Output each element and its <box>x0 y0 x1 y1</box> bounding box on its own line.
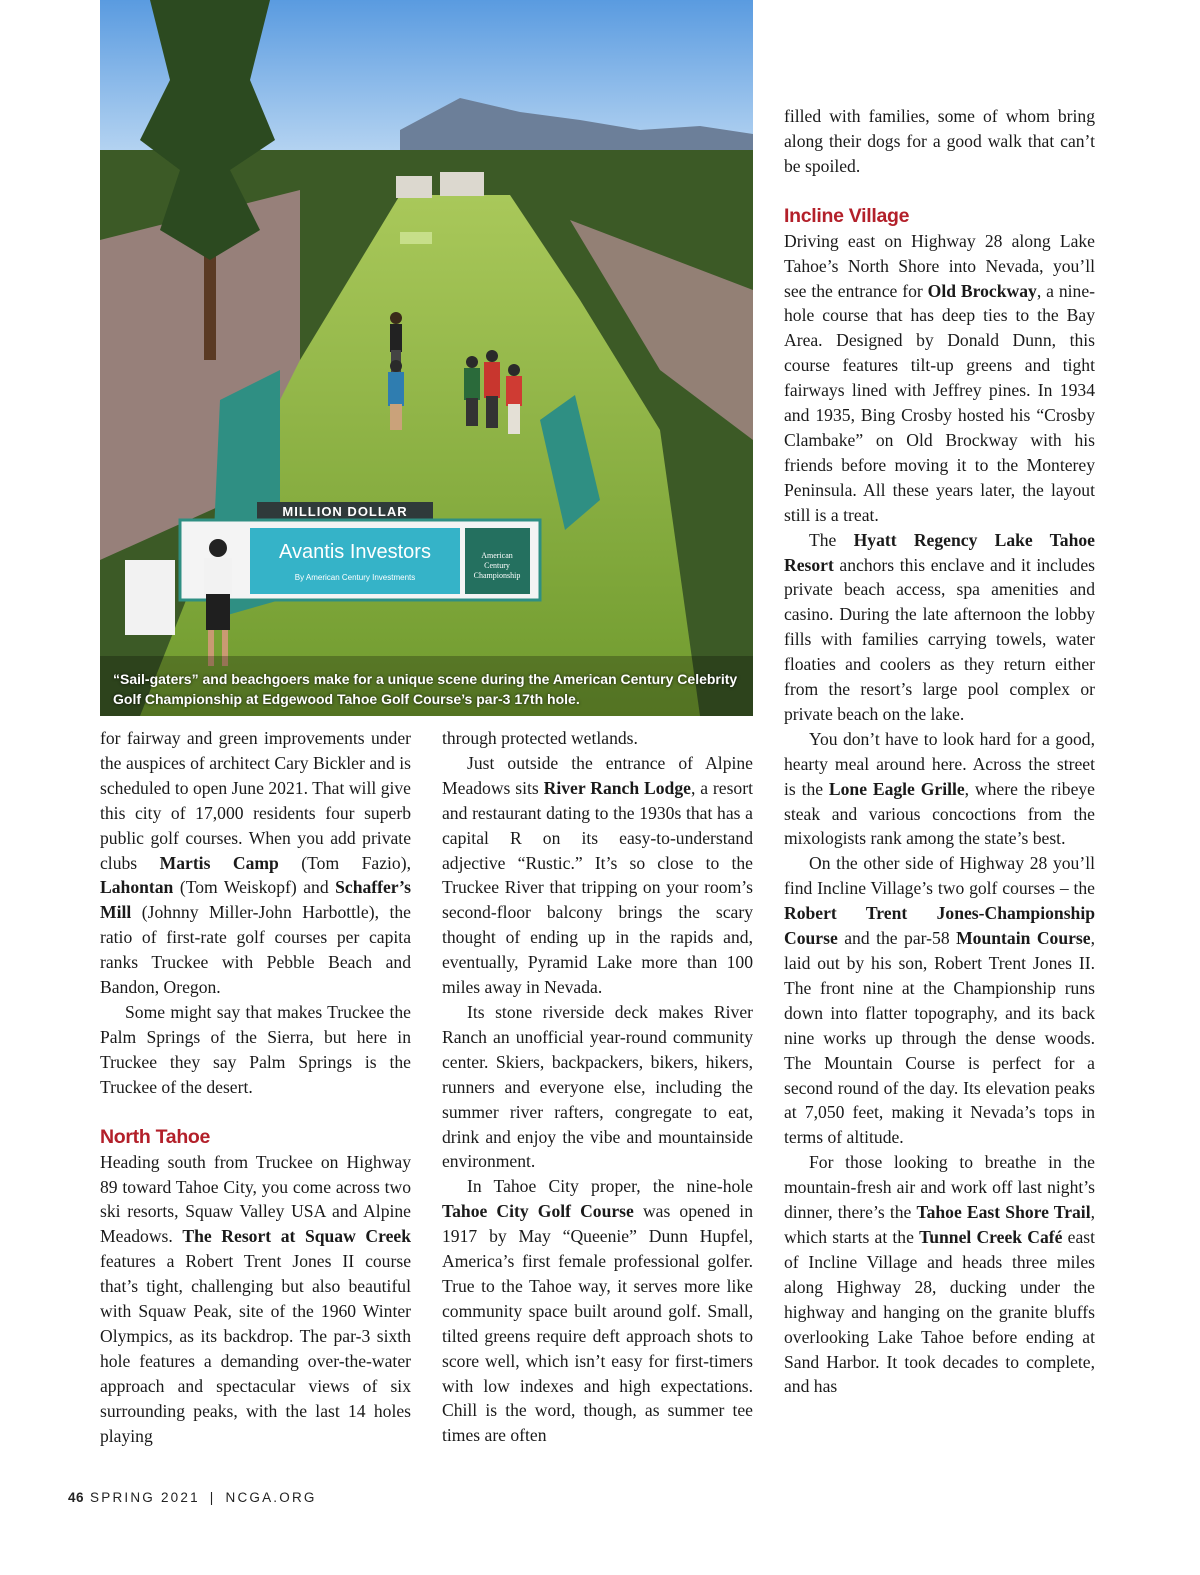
issue-label: SPRING 2021 <box>90 1490 200 1505</box>
paragraph: Heading south from Truckee on Highway 89 toward Tahoe City, you come across two ski resorts, Squaw Valley USA and Alpine Meadows. The Resort at Squaw Creek features a Robert Trent Jones II course that’s tight, challenging but also beautiful with Squaw Peak, site of the 1960 Winter Olympics, as its backdrop. The par-3 sixth hole features a demanding over-the-water approach and spectacular views of six surrounding peaks, with the last 14 holes playing <box>100 1151 411 1446</box>
paragraph: for fairway and green improvements under the auspices of architect Cary Bickler and is scheduled to open June 2021. That will give this city of 17,000 residents four superb public golf courses. When you add private clubs Martis Camp (Tom Fazio), Lahontan (Tom Weiskopf) and Schaffer’s Mill (Johnny Miller-John Harbottle), the ratio of first-rate golf courses per capita ranks Truckee with Pebble Beach and Bandon, Oregon. <box>100 728 411 998</box>
bold-name: Mountain Course <box>956 928 1091 949</box>
bold-name: Lone Eagle Grille <box>828 778 965 799</box>
paragraph: In Tahoe City proper, the nine-hole Tahoe City Golf Course was opened in 1917 by May “Queenie” Dunn Hupfel, America’s first female professional golfer. True to the Tahoe way, it serves more like community space built around golf. Small, tilted greens require deft approach shots to score well, which isn’t easy for first-timers with low indexes and high expectations. Chill is the word, though, as summer tee times are often <box>442 1176 753 1446</box>
page-number: 46 <box>68 1490 85 1505</box>
section-heading-north-tahoe: North Tahoe <box>100 1125 211 1148</box>
footer-separator: | <box>209 1490 216 1505</box>
banner-brand-text: Avantis Investors <box>279 541 431 563</box>
bold-name: River Ranch Lodge <box>543 777 691 798</box>
paragraph: filled with families, some of whom bring along their dogs for a good walk that can’t be spoiled. <box>784 106 1095 176</box>
article-column-1 <box>100 726 411 1448</box>
bold-name: Old Brockway <box>927 280 1037 301</box>
bold-name: Martis Camp <box>159 852 279 873</box>
bold-name: The Resort at Squaw Creek <box>182 1226 411 1247</box>
bold-name: Tahoe City Golf Course <box>442 1201 634 1222</box>
paragraph: You don’t have to look hard for a good, hearty meal around here. Across the street is the Lone Eagle Grille, where the ribeye steak and various concoctions from the mixologists rank among the state’s best. <box>784 728 1095 849</box>
paragraph: through protected wetlands. <box>442 728 638 748</box>
bold-name: Lahontan <box>100 877 174 898</box>
bold-name: Schaffer’s Mill <box>100 877 411 923</box>
bold-name: Robert Trent Jones-Championship Course <box>784 903 1095 949</box>
banner-logo-text-2: Century <box>484 561 510 570</box>
bold-name: Hyatt Regency Lake Tahoe Resort <box>784 529 1095 575</box>
bold-name: Tunnel Creek Café <box>919 1226 1063 1247</box>
article-column-2 <box>442 726 753 1448</box>
paragraph: Driving east on Highway 28 along Lake Tahoe’s North Shore into Nevada, you’ll see the entrance for Old Brockway, a nine-hole course that has deep ties to the Bay Area. Designed by Donald Dunn, this course features tilt-up greens and tight fairways lined with Jeffrey pines. In 1934 and 1935, Bing Crosby hosted his “Crosby Clambake” on Old Brockway with his friends before moving it to the Monterey Peninsula. All these years later, the layout still is a treat. <box>784 230 1095 525</box>
banner-logo-text-1: American <box>481 551 513 560</box>
banner-sub-text: By American Century Investments <box>294 573 416 582</box>
grandstand-left <box>396 176 432 198</box>
paragraph: Some might say that makes Truckee the Palm Springs of the Sierra, but here in Truckee they say Palm Springs is the Truckee of the desert. <box>100 1001 411 1097</box>
golf-tournament-illustration <box>100 0 753 716</box>
paragraph: Just outside the entrance of Alpine Meadows sits River Ranch Lodge, a resort and restaurant dating to the 1930s that has a capital R on its easy-to-understand adjective “Rustic.” It’s so close to the Truckee River that tripping on your room’s second-floor balcony brings the scary thought of ending up in the rapids and, eventually, Pyramid Lake more than 100 miles away in Nevada. <box>442 752 753 998</box>
paragraph: The Hyatt Regency Lake Tahoe Resort anchors this enclave and it includes private beach access, spa amenities and casino. During the late afternoon the lobby fills with families carrying towels, water floaties and coolers as they return either from the resort’s large pool complex or private beach on the lake. <box>784 529 1095 724</box>
feature-photo <box>100 0 753 716</box>
banner-top-text-1: MILLION DOLLAR <box>282 504 408 519</box>
paragraph: On the other side of Highway 28 you’ll find Incline Village’s two golf courses – the Robert Trent Jones-Championship Course and the par-58 Mountain Course, laid out by his son, Robert Trent Jones II. The front nine at the Championship runs down into flatter topography, and its back nine works up through the dense woods. The Mountain Course is perfect for a second round of the day. Its elevation peaks at 7,050 feet, making it Nevada’s tops in terms of altitude. <box>784 853 1095 1148</box>
banner-logo-text-3: Championship <box>473 571 521 580</box>
section-heading-incline-village: Incline Village <box>784 204 910 227</box>
page-footer <box>68 1490 317 1505</box>
bold-name: Tahoe East Shore Trail <box>916 1202 1091 1223</box>
photo-caption: “Sail-gaters” and beachgoers make for a unique scene during the American Century Celebrity Golf Championship at Edgewood Tahoe Golf Course’s par-3 17th hole. <box>113 671 738 707</box>
site-label: NCGA.ORG <box>225 1490 317 1505</box>
paragraph: For those looking to breathe in the mountain-fresh air and work off last night’s dinner, there’s the Tahoe East Shore Trail, which starts at the Tunnel Creek Café east of Incline Village and heads three miles along Highway 28, ducking under the highway and hanging on the granite bluffs overlooking Lake Tahoe before ending at Sand Harbor. It took decades to complete, and has <box>784 1152 1095 1397</box>
article-column-3 <box>784 104 1095 1399</box>
grandstand-right <box>440 172 484 196</box>
tee-sign-box <box>125 560 175 635</box>
paragraph: Its stone riverside deck makes River Ranch an unofficial year-round community center. Skiers, backpackers, bikers, hikers, runners and everyone else, including the summer river rafters, congregate to eat, drink and enjoy the vibe and mountainside environment. <box>442 1001 753 1172</box>
green <box>400 232 432 244</box>
